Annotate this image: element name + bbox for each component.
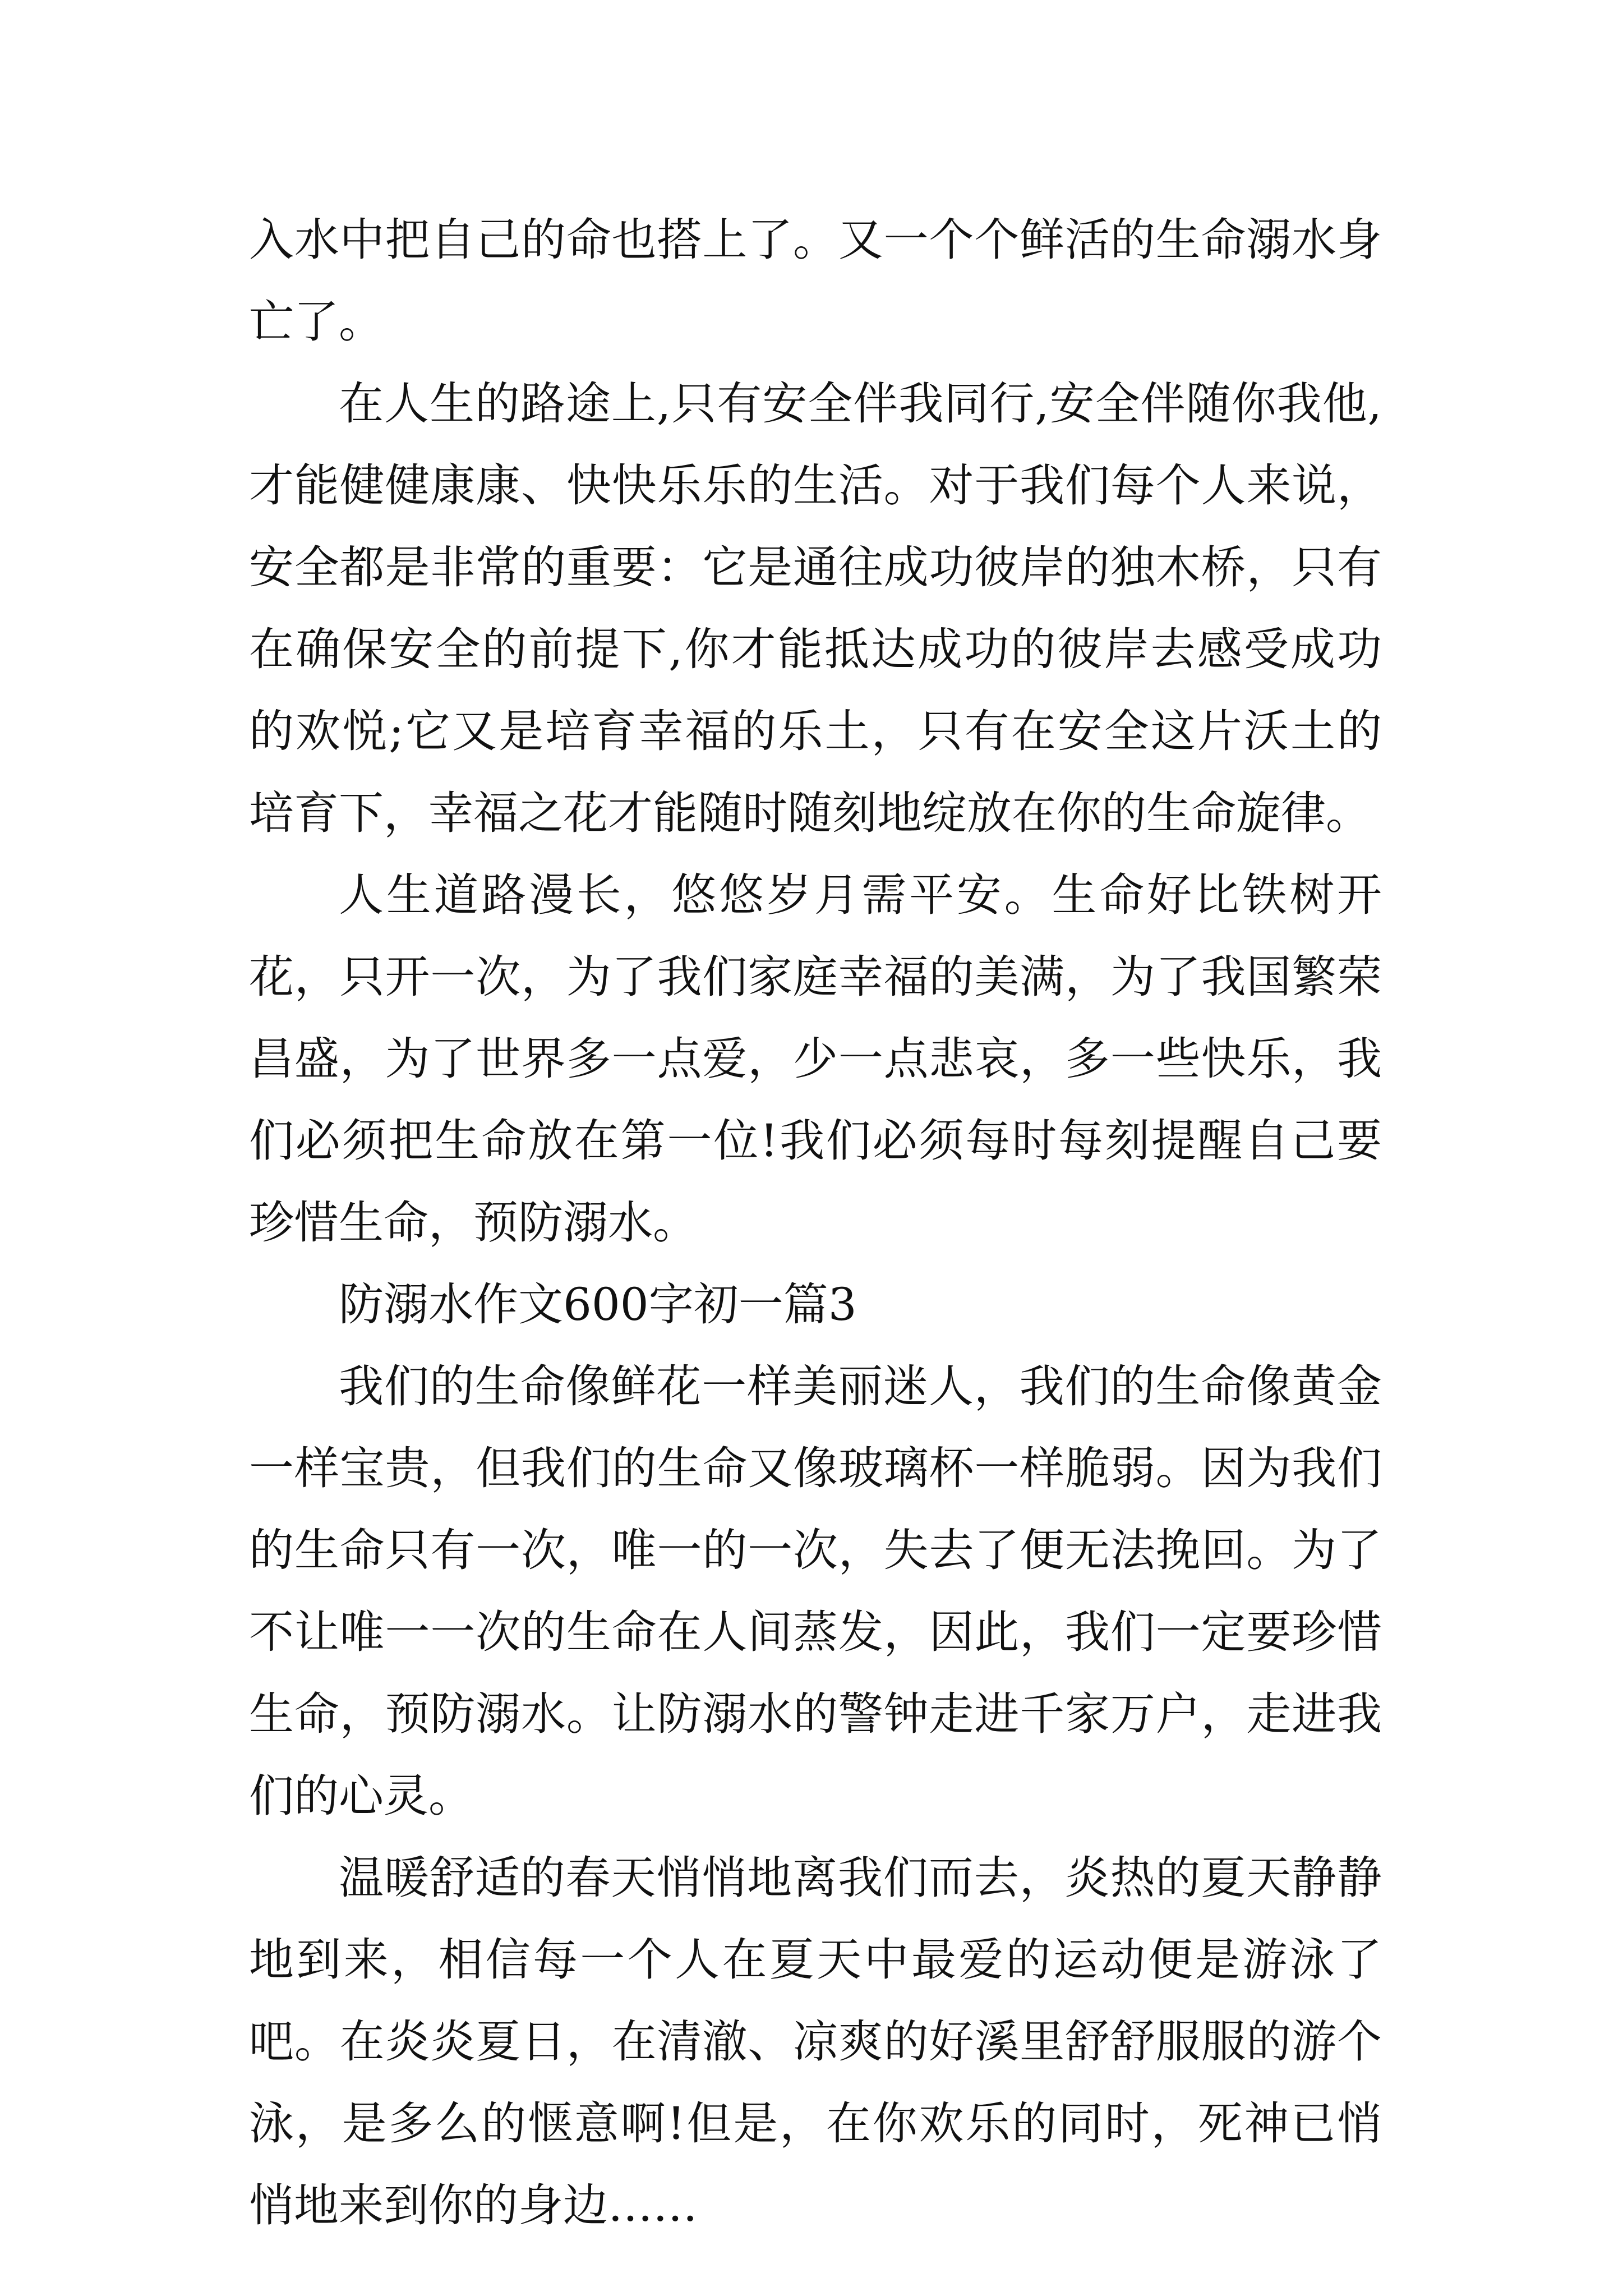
paragraph-life-road: 人生道路漫长，悠悠岁月需平安。生命好比铁树开花，只开一次，为了我们家庭幸福的美满，为了我国繁荣昌盛，为了世界多一点爱，少一点悲哀，多一些快乐，我们必须把生命放在第一位!我们必须每时每刻提醒自己要珍惜生命，预防溺水。 [249, 869, 1382, 1249]
paragraph-continuation: 入水中把自己的命也搭上了。又一个个鲜活的生命溺水身亡了。 [249, 214, 1382, 348]
section-heading: 防溺水作文600字初一篇3 [339, 1278, 857, 1331]
document-body [249, 199, 1382, 2247]
paragraph-life-precious: 我们的生命像鲜花一样美丽迷人，我们的生命像黄金一样宝贵，但我们的生命又像玻璃杯一样脆弱。因为我们的生命只有一次，唯一的一次，失去了便无法挽回。为了不让唯一一次的生命在人间蒸发，因此，我们一定要珍惜生命，预防溺水。让防溺水的警钟走进千家万户，走进我们的心灵。 [249, 1360, 1382, 1822]
paragraph-summer-swimming: 温暖舒适的春天悄悄地离我们而去，炎热的夏天静静地到来，相信每一个人在夏天中最爱的运动便是游泳了吧。在炎炎夏日，在清澈、凉爽的好溪里舒舒服服的游个泳，是多么的惬意啊!但是，在你欢乐的同时，死神已悄悄地来到你的身边…… [249, 1852, 1382, 2231]
paragraph-safety-journey: 在人生的路途上,只有安全伴我同行,安全伴随你我他,才能健健康康、快快乐乐的生活。对于我们每个人来说，安全都是非常的重要：它是通往成功彼岸的独木桥，只有在确保安全的前提下,你才能抵达成功的彼岸去感受成功的欢悦;它又是培育幸福的乐土，只有在安全这片沃土的培育下，幸福之花才能随时随刻地绽放在你的生命旋律。 [249, 378, 1382, 839]
